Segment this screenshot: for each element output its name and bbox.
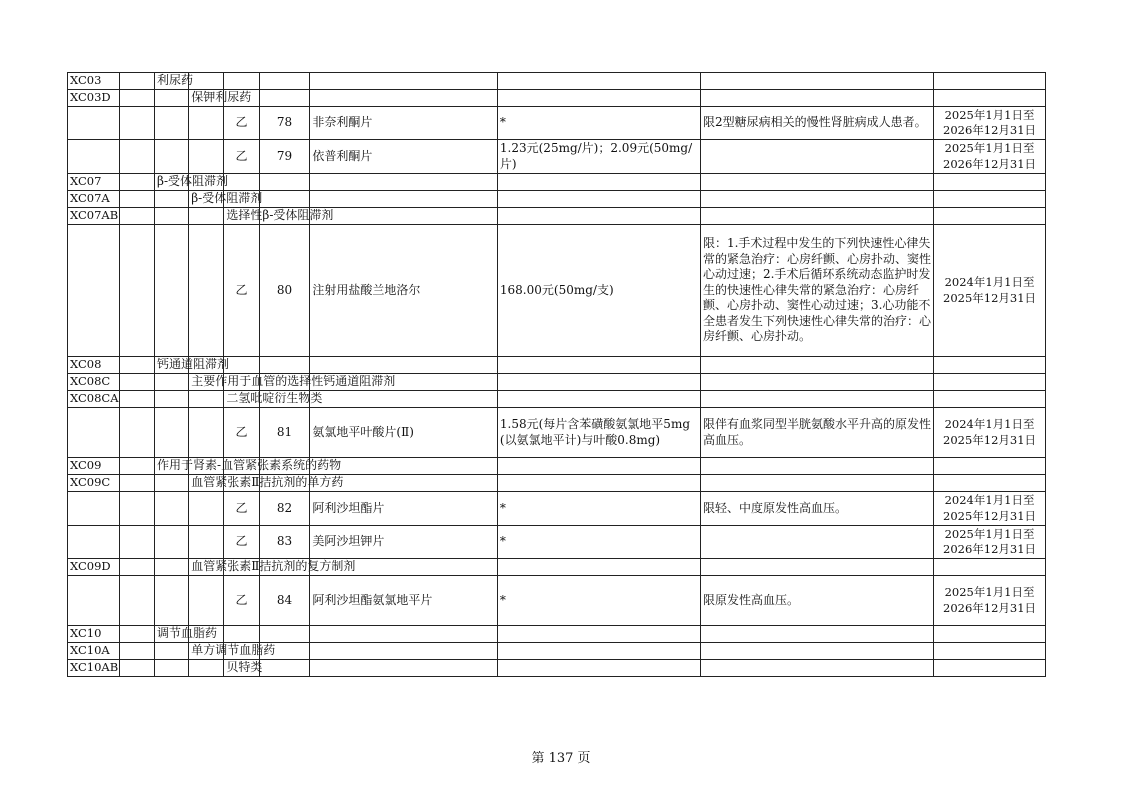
valid-period [934, 408, 1046, 458]
empty-cell [119, 492, 154, 526]
empty-cell [68, 492, 120, 526]
drug-price: * [497, 107, 700, 140]
category-row [68, 458, 1046, 475]
empty-cell [310, 90, 498, 107]
empty-cell [155, 576, 189, 626]
empty-cell [119, 475, 154, 492]
empty-cell [497, 475, 700, 492]
category-name [155, 357, 230, 374]
category-name [189, 191, 263, 208]
drug-class: 乙 [224, 225, 259, 357]
category-name [189, 643, 276, 660]
drug-limit: 限：1.手术过程中发生的下列快速性心律失常的紧急治疗：心房纤颤、心房扑动、窦性心动过速；2.手术后循环系统动态监护时发生的快速性心律失常的紧急治疗：心房纤颤、心房扑动、窦性心动过速；3.心功能不全患者发生下列快速性心律失常的治疗：心房纤颤、心房扑动。 [700, 225, 933, 357]
category-code: XC09C [68, 475, 120, 492]
category-name-text: 血管紧张素Ⅱ拮抗剂的单方药 [191, 475, 344, 490]
valid-period-line: 2024年1月1日至 [944, 417, 1035, 431]
empty-cell [259, 660, 310, 677]
drug-number: 84 [259, 576, 310, 626]
drug-name: 注射用盐酸兰地洛尔 [310, 225, 498, 357]
empty-cell [259, 90, 310, 107]
empty-cell [934, 174, 1046, 191]
drug-row [68, 107, 1046, 140]
empty-cell [497, 357, 700, 374]
drug-catalog-table [67, 72, 1046, 677]
category-name-text: 主要作用于血管的选择性钙通道阻滞剂 [191, 374, 396, 389]
valid-period-line: 2025年1月1日至 [944, 107, 1035, 122]
drug-number: 78 [259, 107, 310, 140]
empty-cell [68, 225, 120, 357]
category-code: XC03D [68, 90, 120, 107]
category-row [68, 73, 1046, 90]
empty-cell [497, 391, 700, 408]
empty-cell [189, 140, 224, 174]
empty-cell [934, 475, 1046, 492]
empty-cell [310, 660, 498, 677]
category-name [224, 208, 334, 225]
empty-cell [189, 660, 224, 677]
empty-cell [497, 374, 700, 391]
drug-class: 乙 [224, 576, 259, 626]
category-code: XC10AB [68, 660, 120, 677]
empty-cell [259, 174, 310, 191]
empty-cell [119, 408, 154, 458]
empty-cell [700, 357, 933, 374]
drug-price: * [497, 576, 700, 626]
valid-period-line: 2026年12月31日 [943, 600, 1037, 615]
empty-cell [68, 140, 120, 174]
empty-cell [259, 357, 310, 374]
empty-cell [68, 576, 120, 626]
category-name [224, 660, 263, 677]
drug-number: 83 [259, 526, 310, 559]
drug-class: 乙 [224, 107, 259, 140]
empty-cell [310, 357, 498, 374]
category-code: XC09D [68, 559, 120, 576]
page-number: 第 137 页 [531, 751, 591, 766]
category-name-text: 作用于肾素-血管紧张素系统的药物 [157, 458, 342, 473]
category-name-text: 贝特类 [226, 660, 263, 675]
category-name [189, 559, 356, 576]
empty-cell [310, 208, 498, 225]
empty-cell [119, 107, 154, 140]
category-code: XC08CA [68, 391, 120, 408]
category-name [189, 475, 344, 492]
valid-period-line: 2025年12月31日 [943, 290, 1037, 305]
empty-cell [934, 660, 1046, 677]
empty-cell [934, 357, 1046, 374]
valid-period [934, 225, 1046, 357]
drug-limit: 限伴有血浆同型半胱氨酸水平升高的原发性高血压。 [700, 408, 933, 458]
category-code: XC08 [68, 357, 120, 374]
empty-cell [310, 626, 498, 643]
empty-cell [155, 475, 189, 492]
drug-class: 乙 [224, 408, 259, 458]
drug-limit: 限原发性高血压。 [700, 576, 933, 626]
drug-name: 氨氯地平叶酸片(Ⅱ) [310, 408, 498, 458]
category-row [68, 357, 1046, 374]
empty-cell [119, 660, 154, 677]
empty-cell [934, 626, 1046, 643]
drug-number: 82 [259, 492, 310, 526]
empty-cell [155, 208, 189, 225]
drug-row [68, 225, 1046, 357]
empty-cell [119, 626, 154, 643]
category-code: XC07 [68, 174, 120, 191]
category-row [68, 374, 1046, 391]
empty-cell [68, 408, 120, 458]
empty-cell [700, 458, 933, 475]
empty-cell [119, 559, 154, 576]
empty-cell [310, 391, 498, 408]
empty-cell [700, 475, 933, 492]
category-row [68, 643, 1046, 660]
empty-cell [119, 391, 154, 408]
drug-class: 乙 [224, 140, 259, 174]
empty-cell [934, 90, 1046, 107]
empty-cell [310, 73, 498, 90]
empty-cell [119, 576, 154, 626]
empty-cell [310, 191, 498, 208]
category-name-text: 调节血脂药 [157, 626, 218, 641]
category-name-text: 血管紧张素Ⅱ拮抗剂的复方制剂 [191, 559, 356, 574]
empty-cell [189, 526, 224, 559]
empty-cell [155, 660, 189, 677]
empty-cell [189, 492, 224, 526]
category-name-text: β-受体阻滞剂 [157, 174, 229, 189]
drug-price: * [497, 492, 700, 526]
empty-cell [934, 191, 1046, 208]
category-row [68, 174, 1046, 191]
empty-cell [934, 73, 1046, 90]
valid-period-line: 2025年12月31日 [943, 508, 1037, 523]
empty-cell [700, 90, 933, 107]
category-name-text: 利尿药 [157, 73, 194, 88]
drug-row [68, 492, 1046, 526]
empty-cell [224, 626, 259, 643]
empty-cell [934, 208, 1046, 225]
drug-name: 阿利沙坦酯氨氯地平片 [310, 576, 498, 626]
drug-name: 非奈利酮片 [310, 107, 498, 140]
category-code: XC10 [68, 626, 120, 643]
empty-cell [189, 225, 224, 357]
empty-cell [119, 208, 154, 225]
valid-period-line: 2026年12月31日 [943, 542, 1037, 556]
drug-name: 美阿沙坦钾片 [310, 526, 498, 559]
empty-cell [934, 559, 1046, 576]
category-row [68, 475, 1046, 492]
empty-cell [700, 208, 933, 225]
empty-cell [155, 90, 189, 107]
empty-cell [68, 107, 120, 140]
category-name [155, 73, 194, 90]
valid-period-line: 2024年1月1日至 [944, 275, 1035, 289]
empty-cell [497, 174, 700, 191]
empty-cell [155, 492, 189, 526]
empty-cell [189, 107, 224, 140]
drug-class: 乙 [224, 492, 259, 526]
empty-cell [700, 174, 933, 191]
empty-cell [155, 107, 189, 140]
drug-price: 1.58元(每片含苯磺酸氨氯地平5mg(以氨氯地平计)与叶酸0.8mg) [497, 408, 700, 458]
empty-cell [119, 73, 154, 90]
empty-cell [119, 526, 154, 559]
empty-cell [155, 391, 189, 408]
category-name [224, 391, 323, 408]
valid-period [934, 140, 1046, 174]
empty-cell [310, 174, 498, 191]
valid-period [934, 576, 1046, 626]
category-row [68, 559, 1046, 576]
empty-cell [700, 643, 933, 660]
empty-cell [497, 73, 700, 90]
empty-cell [155, 374, 189, 391]
empty-cell [497, 559, 700, 576]
drug-name: 依普利酮片 [310, 140, 498, 174]
empty-cell [155, 526, 189, 559]
valid-period [934, 492, 1046, 526]
valid-period-line: 2024年1月1日至 [944, 493, 1035, 507]
empty-cell [700, 391, 933, 408]
empty-cell [497, 208, 700, 225]
valid-period-line: 2025年1月1日至 [944, 526, 1035, 541]
empty-cell [497, 191, 700, 208]
empty-cell [155, 140, 189, 174]
valid-period [934, 107, 1046, 140]
category-row [68, 391, 1046, 408]
empty-cell [259, 191, 310, 208]
drug-price: 1.23元(25mg/片)；2.09元(50mg/片) [497, 140, 700, 174]
drug-row [68, 408, 1046, 458]
category-row [68, 90, 1046, 107]
valid-period-line: 2025年1月1日至 [944, 585, 1035, 599]
empty-cell [189, 208, 224, 225]
empty-cell [68, 526, 120, 559]
valid-period-line: 2025年12月31日 [943, 432, 1037, 447]
drug-price: * [497, 526, 700, 559]
empty-cell [119, 140, 154, 174]
drug-name: 阿利沙坦酯片 [310, 492, 498, 526]
empty-cell [189, 576, 224, 626]
drug-limit: 限2型糖尿病相关的慢性肾脏病成人患者。 [700, 107, 933, 140]
category-code: XC08C [68, 374, 120, 391]
empty-cell [189, 391, 224, 408]
empty-cell [497, 660, 700, 677]
empty-cell [224, 357, 259, 374]
empty-cell [497, 643, 700, 660]
empty-cell [155, 225, 189, 357]
empty-cell [259, 73, 310, 90]
drug-row [68, 576, 1046, 626]
category-name-text: 保钾利尿药 [191, 90, 252, 105]
empty-cell [700, 374, 933, 391]
empty-cell [934, 458, 1046, 475]
empty-cell [119, 643, 154, 660]
drug-row [68, 526, 1046, 559]
category-name-text: 选择性β-受体阻滞剂 [226, 208, 334, 223]
drug-limit [700, 140, 933, 174]
valid-period-line: 2025年1月1日至 [944, 141, 1035, 155]
valid-period-line: 2026年12月31日 [943, 156, 1037, 171]
category-code: XC07AB [68, 208, 120, 225]
drug-price: 168.00元(50mg/支) [497, 225, 700, 357]
category-code: XC03 [68, 73, 120, 90]
drug-class: 乙 [224, 526, 259, 559]
drug-limit [700, 526, 933, 559]
category-code: XC10A [68, 643, 120, 660]
category-name [155, 174, 229, 191]
table-body [68, 73, 1046, 677]
category-name-text: β-受体阻滞剂 [191, 191, 263, 206]
empty-cell [700, 559, 933, 576]
empty-cell [155, 408, 189, 458]
empty-cell [119, 191, 154, 208]
empty-cell [119, 90, 154, 107]
empty-cell [155, 643, 189, 660]
empty-cell [119, 225, 154, 357]
empty-cell [934, 374, 1046, 391]
category-row [68, 626, 1046, 643]
category-code: XC09 [68, 458, 120, 475]
empty-cell [700, 73, 933, 90]
category-name [189, 374, 396, 391]
empty-cell [497, 90, 700, 107]
drug-limit: 限轻、中度原发性高血压。 [700, 492, 933, 526]
drug-row [68, 140, 1046, 174]
empty-cell [224, 73, 259, 90]
category-name-text: 二氢吡啶衍生物类 [226, 391, 323, 406]
valid-period [934, 526, 1046, 559]
empty-cell [119, 174, 154, 191]
empty-cell [497, 458, 700, 475]
category-name [155, 626, 218, 643]
empty-cell [700, 660, 933, 677]
valid-period-line: 2026年12月31日 [943, 123, 1037, 137]
category-name-text: 单方调节血脂药 [191, 643, 276, 658]
empty-cell [934, 643, 1046, 660]
category-row [68, 191, 1046, 208]
drug-number: 79 [259, 140, 310, 174]
empty-cell [119, 357, 154, 374]
category-name [155, 458, 342, 475]
empty-cell [155, 559, 189, 576]
empty-cell [497, 626, 700, 643]
empty-cell [310, 643, 498, 660]
category-row [68, 208, 1046, 225]
empty-cell [934, 391, 1046, 408]
category-code: XC07A [68, 191, 120, 208]
empty-cell [119, 458, 154, 475]
empty-cell [155, 191, 189, 208]
empty-cell [119, 374, 154, 391]
category-name-text: 钙通道阻滞剂 [157, 357, 230, 372]
category-row [68, 660, 1046, 677]
empty-cell [700, 191, 933, 208]
empty-cell [189, 73, 224, 90]
category-name [189, 90, 252, 107]
empty-cell [224, 174, 259, 191]
empty-cell [259, 626, 310, 643]
empty-cell [189, 408, 224, 458]
drug-number: 80 [259, 225, 310, 357]
empty-cell [700, 626, 933, 643]
drug-number: 81 [259, 408, 310, 458]
